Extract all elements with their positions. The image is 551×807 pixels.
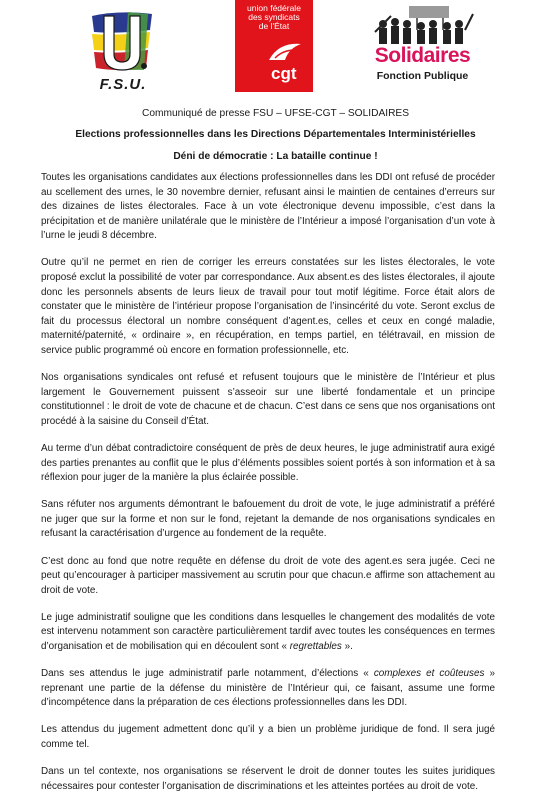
logo-bar <box>0 0 551 100</box>
cgt-logo-line1: union fédérale <box>247 3 301 13</box>
paragraph-7-text: Le juge administratif souligne que les conditions dans lesquelles le changement des modalités de vote est intervenu notamment son caractère particulièrement tardif avec toutes les conséquences en termes d’organisation et de mobilisation qui en découlent sont « <box>41 611 495 653</box>
paragraph-7-end: ». <box>341 641 353 653</box>
solidaires-crowd-icon <box>365 4 480 46</box>
press-release-line: Communiqué de presse FSU – UFSE-CGT – SOLIDAIRES <box>141 108 410 119</box>
cgt-logo-line3: de l'État <box>258 21 290 31</box>
paragraph-8-text: Dans ses attendus le juge administratif parle notamment, d’élections « <box>41 668 374 680</box>
document-title: Elections professionnelles dans les Directions Départementales Interministérielles <box>75 129 476 140</box>
paragraph-6: C’est donc au fond que notre requête en défense du droit de vote des agent.es sera jugée. Ceci ne peut qu’encourager à participer massivement au scrutin pour que chacun.e affirme son attachement au droit de vote. <box>41 555 495 596</box>
paragraph-10: Dans un tel contexte, nos organisations se réservent le droit de donner toutes les suites juridiques nécessaires pour contester l’organisation de discriminations et les atteintes portées au droit de vote. <box>41 766 495 792</box>
cgt-logo-mark: cgt <box>271 64 297 83</box>
paragraph-9: Les attendus du jugement admettent donc qu’il y a bien un problème juridique de fond. Il sera jugé comme tel. <box>41 724 495 750</box>
paragraph-8-quote: complexes et coûteuses <box>373 668 485 680</box>
fsu-logo-graphic <box>88 8 158 76</box>
body-text <box>41 171 495 807</box>
fsu-logo <box>88 8 158 94</box>
paragraph-2: Outre qu’il ne permet en rien de corriger les erreurs constatées sur les listes électorales, le vote proposé exclut la possibilité de voter par correspondance. Aux absent.es des listes électorales, il ajoute donc les personnels absents de leurs lieux de travail pour tout motif légitime. Force était alors de constater que le ministère de l’intérieur propose l’organisation de l’insincérité du vote. Seront exclus de fait du processus électoral un nombre conséquent d’agent.es, celles et ceux en congé maladie, maternité/paternité, « ordinaire », en récupération, en temps partiel, en télétravail, en mission de service public programmé où encore en formation professionnelle, etc. <box>41 257 495 357</box>
cgt-bird-icon <box>265 38 305 66</box>
paragraph-5: Sans réfuter nos arguments démontrant le bafouement du droit de vote, le juge administratif a préféré ne juger que sur la forme et non sur le fond, rejetant la demande de nos organisations syndicales en refusant la caractérisation d’urgence au fondement de la requête. <box>41 499 495 540</box>
paragraph-8 <box>41 667 495 711</box>
cgt-logo-line2: des syndicats <box>248 12 300 22</box>
paragraph-4: Au terme d’un débat contradictoire conséquent de près de deux heures, le juge administratif aura exigé des parties prenantes au conflit que le plus d’éléments possibles soient portés à son information et à sa réflexion pour juger de la manière la plus éclairée possible. <box>41 443 495 484</box>
solidaires-logo-word: Solidaires <box>374 44 471 67</box>
solidaires-logo-subtitle: Fonction Publique <box>376 70 469 82</box>
document-subtitle: Déni de démocratie : La bataille continue ! <box>173 151 378 162</box>
fsu-logo-text: F.S.U. <box>99 76 147 93</box>
paragraph-8-end: » reprenant une partie de la défense du ministère de l’Intérieur qui, ce faisant, assume une forme d’incompétence dans la préparation de ces élections professionnelles dans les DDI. <box>41 668 495 709</box>
paragraph-7-quote: regrettables <box>289 641 342 653</box>
paragraph-1: Toutes les organisations candidates aux élections professionnelles dans les DDI ont refusé de procéder au scellement des urnes, le 30 novembre dernier, refusant ainsi le maintien de centaines d’erreurs sur des dizaines de listes électorales. Face à un vote électronique devenu impossible, c’est dans la précipitation et de manière unilatérale que le ministère de l’Intérieur a imposé l’organisation d’un vote à l’urne le jeudi 8 décembre. <box>41 172 495 242</box>
paragraph-7 <box>41 611 495 655</box>
cgt-logo <box>235 0 313 92</box>
paragraph-3: Nos organisations syndicales ont refusé et refusent toujours que le ministère de l’Intérieur et plus largement le Gouvernement puissent s’asseoir sur une liberté fondamentale et un principe constitutionnel : le droit de vote de chacune et de chacun. C’est dans ce sens que nos organisations ont procédé à la saisine du Conseil d’État. <box>41 372 495 427</box>
solidaires-logo <box>365 4 480 92</box>
